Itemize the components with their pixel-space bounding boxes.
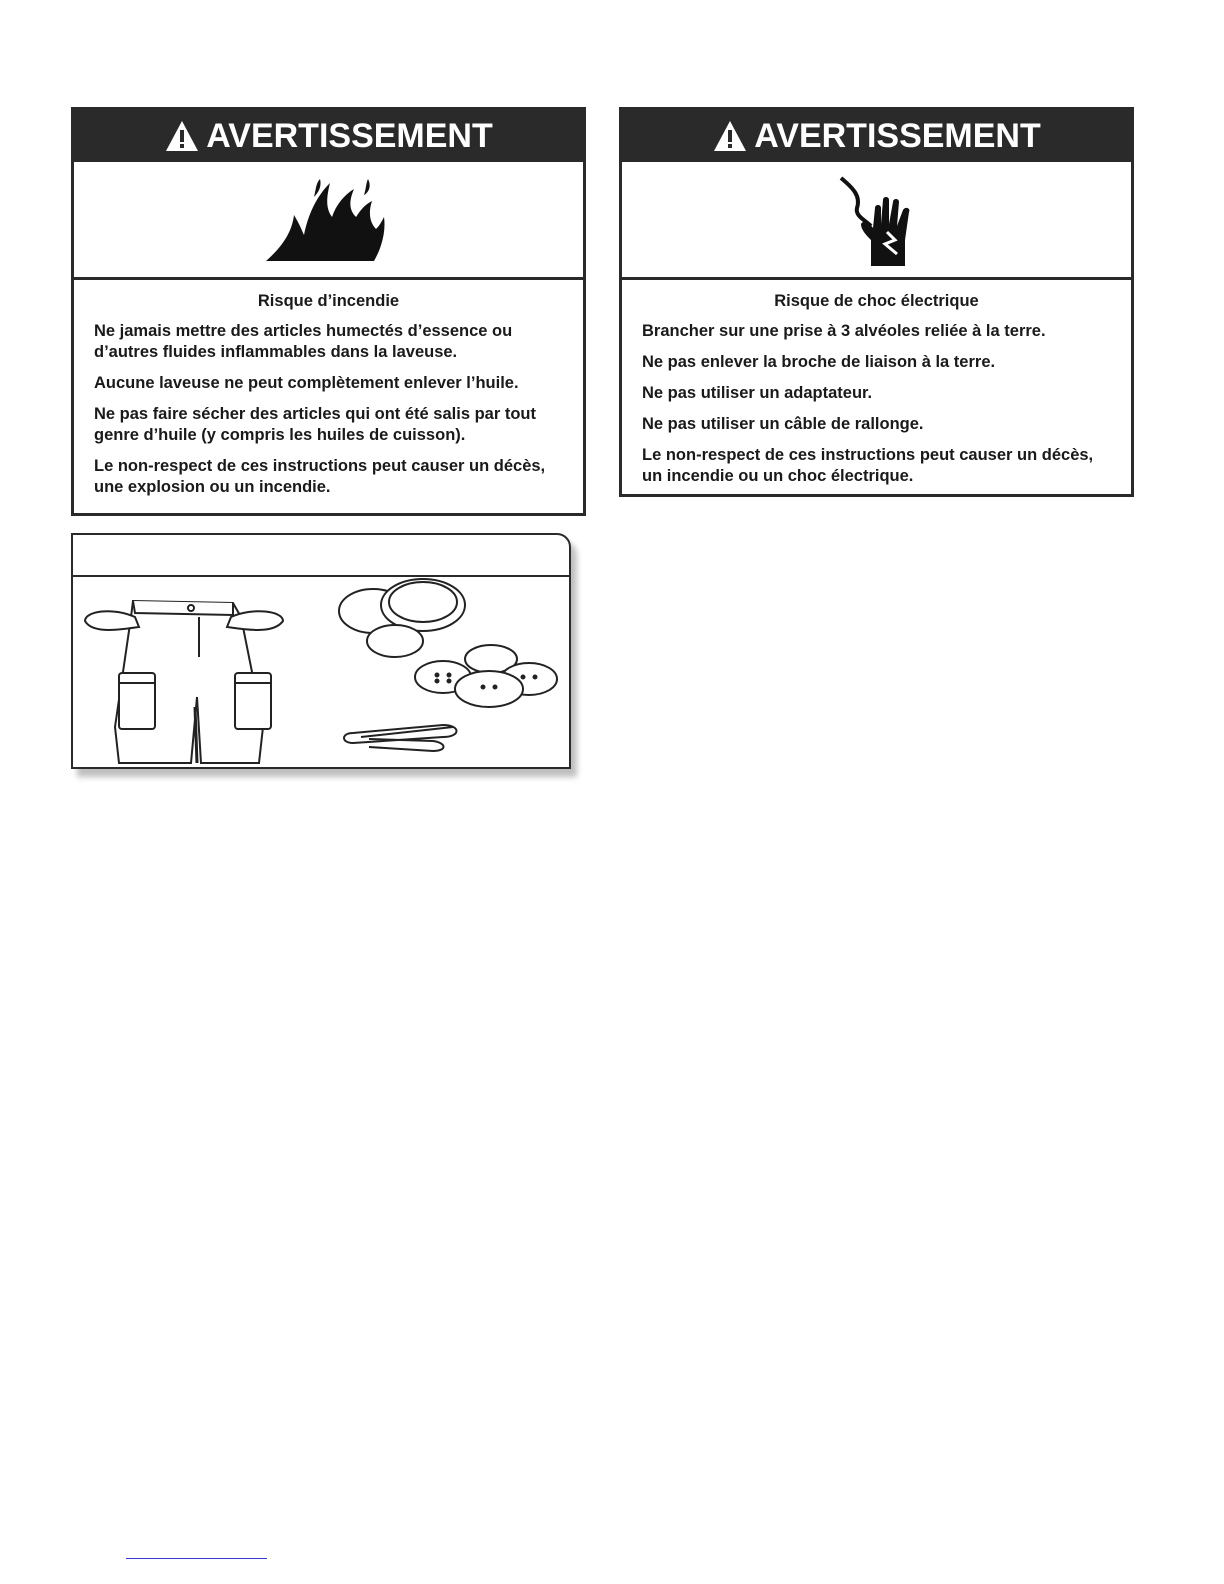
buttons-icon [415,645,557,707]
warning-paragraph: Le non-respect de ces instructions peut causer un décès, un incendie ou un choc électrique. [642,446,1094,485]
warning-header-label: AVERTISSEMENT [754,116,1041,155]
risk-title: Risque d’incendie [257,292,400,310]
warning-paragraph: Ne pas enlever la broche de liaison à la terre. [642,353,996,371]
warning-paragraph: Aucune laveuse ne peut complètement enlever l’huile. [94,374,519,392]
fire-icon [264,175,394,265]
warning-paragraph: Ne pas faire sécher des articles qui ont été salis par tout genre d’huile (y compris les huiles de cuisson). [94,405,536,444]
warning-paragraph: Ne pas utiliser un câble de rallonge. [642,415,924,433]
warning-header [622,110,1131,162]
empty-pockets-illustration [71,533,571,769]
safety-pins-icon [344,725,457,751]
warning-header-label: AVERTISSEMENT [206,116,493,155]
warning-triangle-icon [712,119,748,153]
warning-paragraph: Le non-respect de ces instructions peut causer un décès, une explosion ou un incendie. [94,457,546,496]
footer-rule [126,1558,267,1559]
warning-paragraph: Brancher sur une prise à 3 alvéoles reliée à la terre. [642,322,1046,340]
pants-empty-pockets-icon [85,601,283,763]
shock-warning-box [619,107,1134,497]
warning-paragraph: Ne pas utiliser un adaptateur. [642,384,873,402]
warning-header [74,110,583,162]
warning-triangle-icon [164,119,200,153]
risk-title: Risque de choc électrique [774,292,979,310]
fire-pictogram [74,162,583,280]
warning-paragraph: Ne jamais mettre des articles humectés d’essence ou d’autres fluides inflammables dans la laveuse. [94,322,513,361]
electric-shock-hand-icon [827,170,927,270]
fire-warning-box [71,107,586,516]
pockets-artwork [73,577,569,767]
shock-pictogram [622,162,1131,280]
coins-icon [339,579,465,657]
